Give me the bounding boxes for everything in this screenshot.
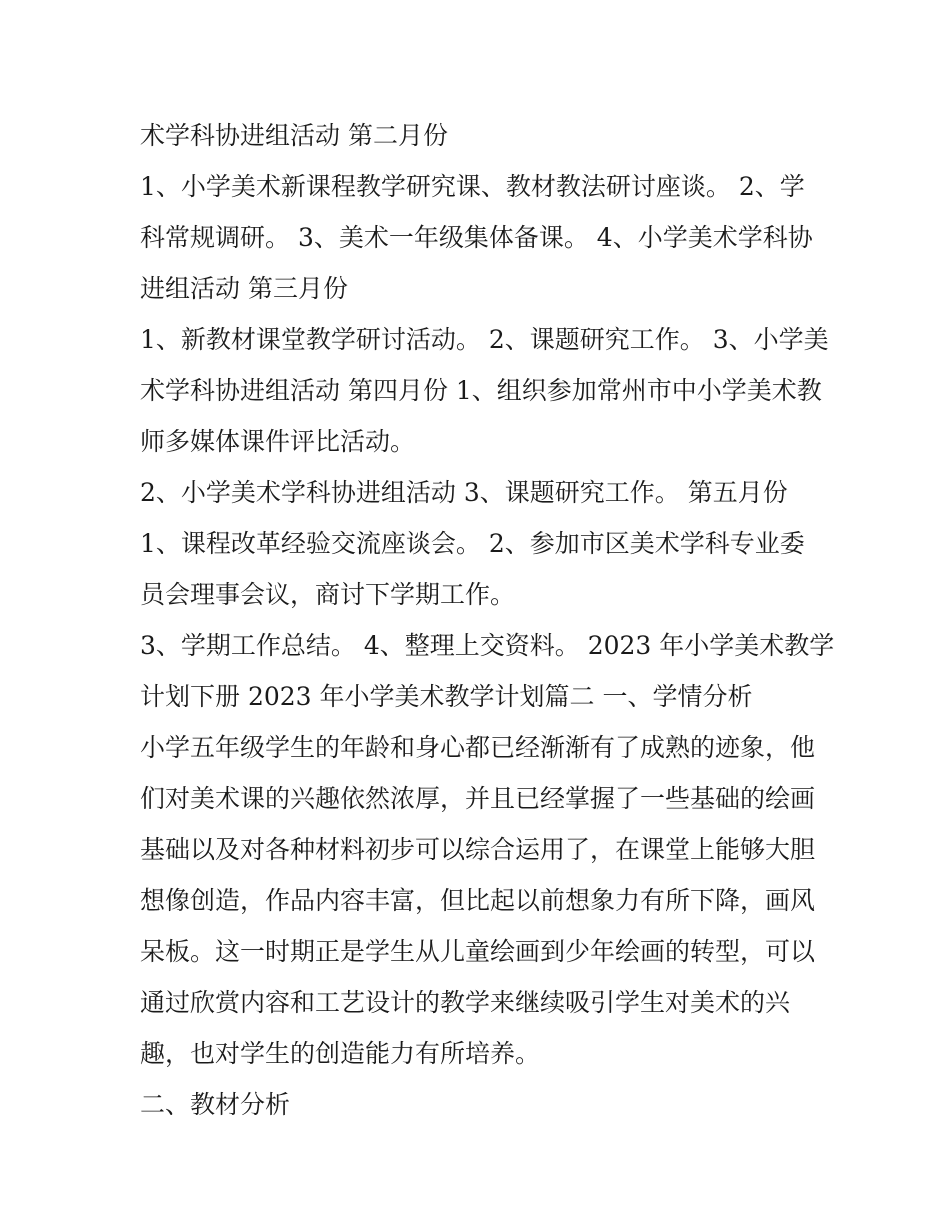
text-line: 1、小学美术新课程教学研究课、教材教法研讨座谈。 2、学 bbox=[140, 172, 805, 201]
text-line: 1、新教材课堂教学研讨活动。 2、课题研究工作。 3、小学美 bbox=[140, 325, 829, 354]
text-line: 们对美术课的兴趣依然浓厚，并且已经掌握了一些基础的绘画 bbox=[140, 784, 816, 813]
text-line: 想像创造，作品内容丰富，但比起以前想象力有所下降，画风 bbox=[140, 886, 816, 915]
text-line: 趣，也对学生的创造能力有所培养。 bbox=[140, 1039, 541, 1068]
text-line: 员会理事会议，商讨下学期工作。 bbox=[140, 580, 516, 609]
text-line: 呆板。这一时期正是学生从儿童绘画到少年绘画的转型，可以 bbox=[140, 937, 816, 966]
text-line: 3、学期工作总结。 4、整理上交资料。 2023 年小学美术教学 bbox=[140, 631, 835, 660]
document-body bbox=[140, 110, 835, 1130]
text-line: 1、课程改革经验交流座谈会。 2、参加市区美术学科专业委 bbox=[140, 529, 805, 558]
text-line: 通过欣赏内容和工艺设计的教学来继续吸引学生对美术的兴 bbox=[140, 988, 791, 1017]
text-line: 科常规调研。 3、美术一年级集体备课。 4、小学美术学科协 bbox=[140, 223, 813, 252]
text-line: 术学科协进组活动 第二月份 bbox=[140, 121, 448, 150]
text-line: 小学五年级学生的年龄和身心都已经渐渐有了成熟的迹象，他 bbox=[140, 733, 816, 762]
text-line: 术学科协进组活动 第四月份 1、组织参加常州市中小学美术教 bbox=[140, 376, 822, 405]
text-line: 进组活动 第三月份 bbox=[140, 274, 348, 303]
text-line: 计划下册 2023 年小学美术教学计划篇二 一、学情分析 bbox=[140, 682, 753, 711]
text-line: 2、小学美术学科协进组活动 3、课题研究工作。 第五月份 bbox=[140, 478, 788, 507]
text-line: 基础以及对各种材料初步可以综合运用了，在课堂上能够大胆 bbox=[140, 835, 816, 864]
section-heading: 二、教材分析 bbox=[140, 1090, 291, 1119]
text-line: 师多媒体课件评比活动。 bbox=[140, 427, 416, 456]
